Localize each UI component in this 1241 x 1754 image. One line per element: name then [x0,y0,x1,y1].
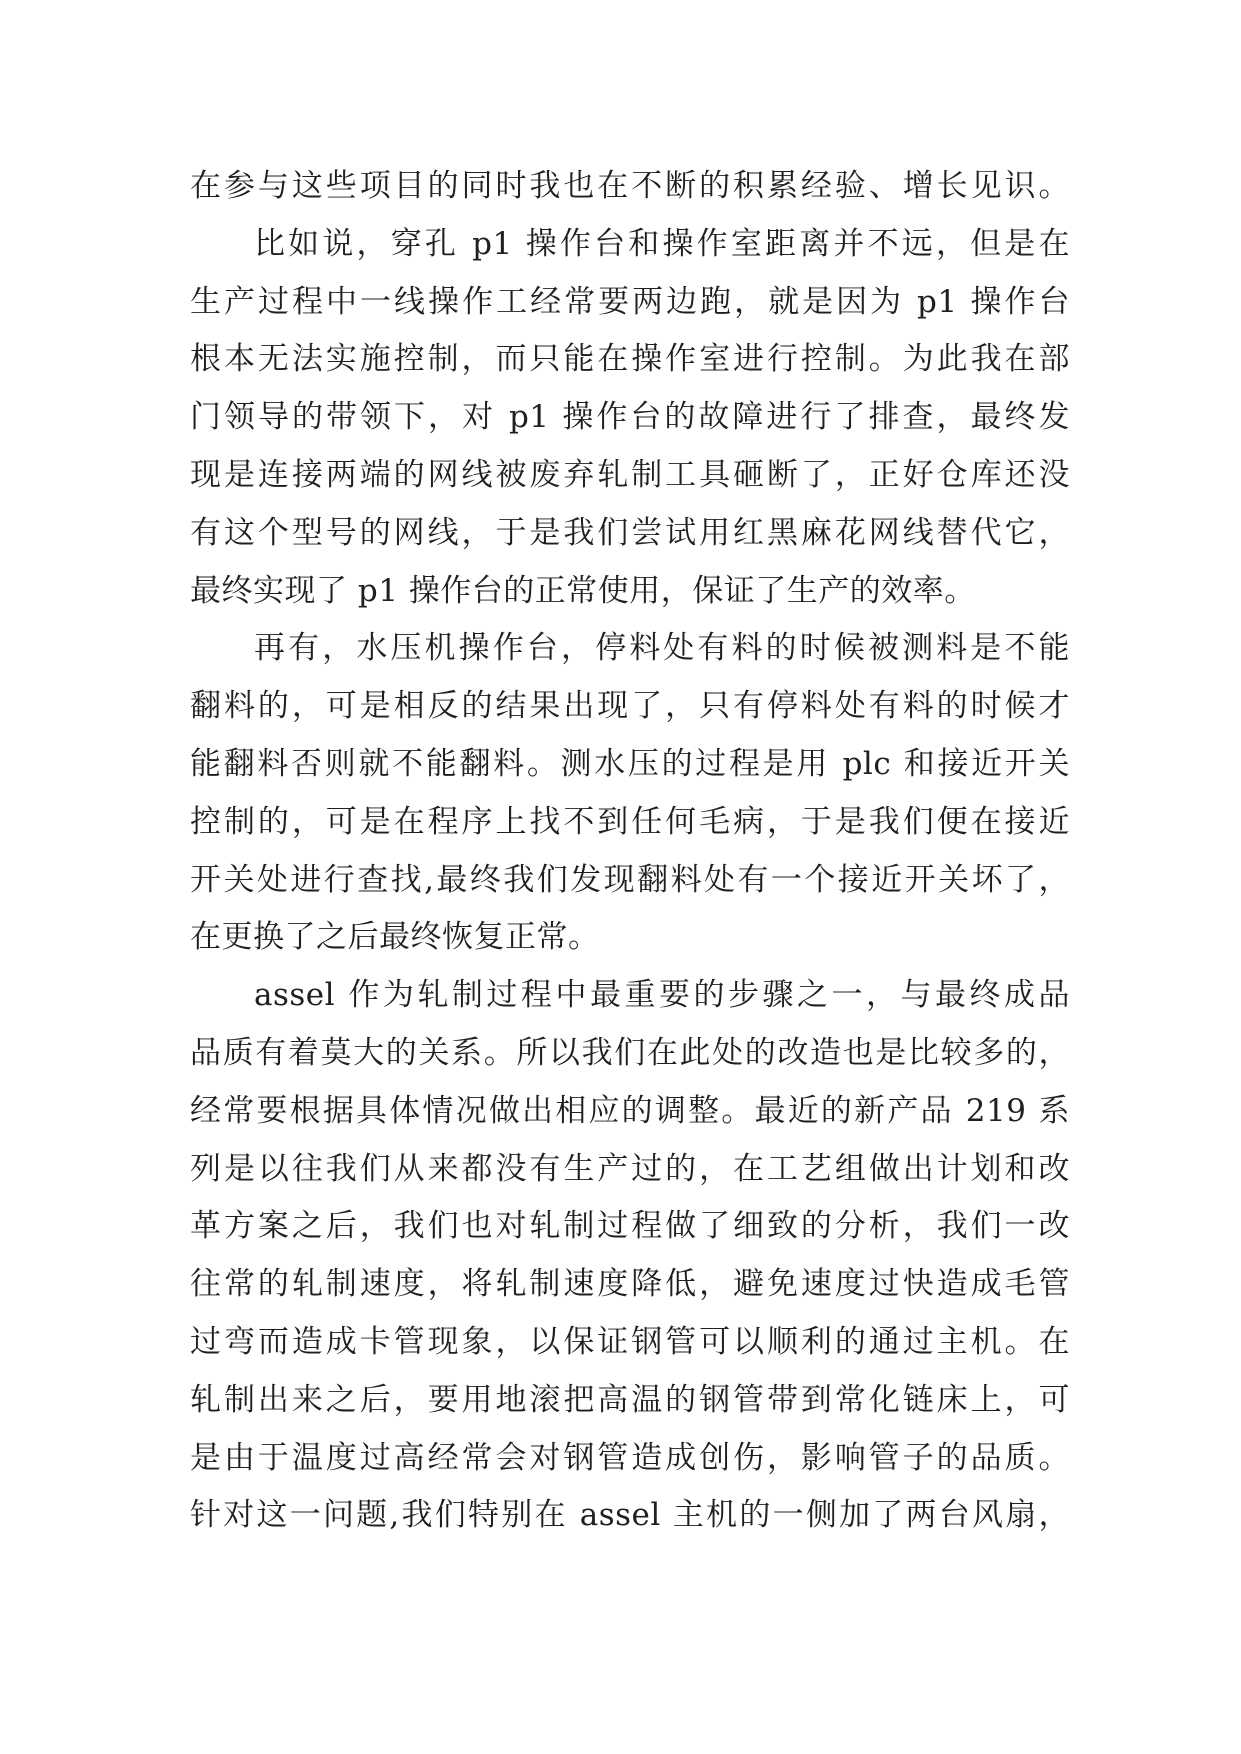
text-line: 生产过程中一线操作工经常要两边跑，就是因为 p1 操作台 [190,283,1070,320]
text-line: 再有，水压机操作台，停料处有料的时候被测料是不能 [254,630,1070,667]
text-line: 在更换了之后最终恢复正常。 [190,919,600,956]
text-line: 有这个型号的网线，于是我们尝试用红黑麻花网线替代它， [190,514,1070,551]
text-line: 现是连接两端的网线被废弃轧制工具砸断了，正好仓库还没 [190,456,1070,493]
text-line: 最终实现了 p1 操作台的正常使用，保证了生产的效率。 [190,572,976,609]
text-line: 过弯而造成卡管现象，以保证钢管可以顺利的通过主机。在 [190,1323,1070,1360]
text-line: 根本无法实施控制，而只能在操作室进行控制。为此我在部 [190,341,1070,378]
text-line: 列是以往我们从来都没有生产过的，在工艺组做出计划和改 [190,1150,1070,1187]
text-line: assel 作为轧制过程中最重要的步骤之一，与最终成品 [254,977,1070,1014]
text-line: 往常的轧制速度，将轧制速度降低，避免速度过快造成毛管 [190,1266,1070,1303]
text-line: 针对这一问题,我们特别在 assel 主机的一侧加了两台风扇， [190,1497,1070,1534]
text-line: 经常要根据具体情况做出相应的调整。最近的新产品 219 系 [190,1092,1070,1129]
text-line: 能翻料否则就不能翻料。测水压的过程是用 plc 和接近开关 [190,745,1070,782]
text-line: 开关处进行查找,最终我们发现翻料处有一个接近开关坏了， [190,861,1070,898]
text-line: 翻料的，可是相反的结果出现了，只有停料处有料的时候才 [190,688,1070,725]
text-line: 轧制出来之后，要用地滚把高温的钢管带到常化链床上，可 [190,1381,1070,1418]
text-line: 品质有着莫大的关系。所以我们在此处的改造也是比较多的， [190,1034,1070,1071]
text-line: 是由于温度过高经常会对钢管造成创伤，影响管子的品质。 [190,1439,1070,1476]
text-line: 控制的，可是在程序上找不到任何毛病，于是我们便在接近 [190,803,1070,840]
text-line: 比如说，穿孔 p1 操作台和操作室距离并不远，但是在 [254,225,1070,262]
document-body [190,158,1070,1545]
text-line: 门领导的带领下，对 p1 操作台的故障进行了排查，最终发 [190,399,1070,436]
text-line: 在参与这些项目的同时我也在不断的积累经验、增长见识。 [190,168,1070,204]
text-line: 革方案之后，我们也对轧制过程做了细致的分析，我们一改 [190,1208,1070,1245]
